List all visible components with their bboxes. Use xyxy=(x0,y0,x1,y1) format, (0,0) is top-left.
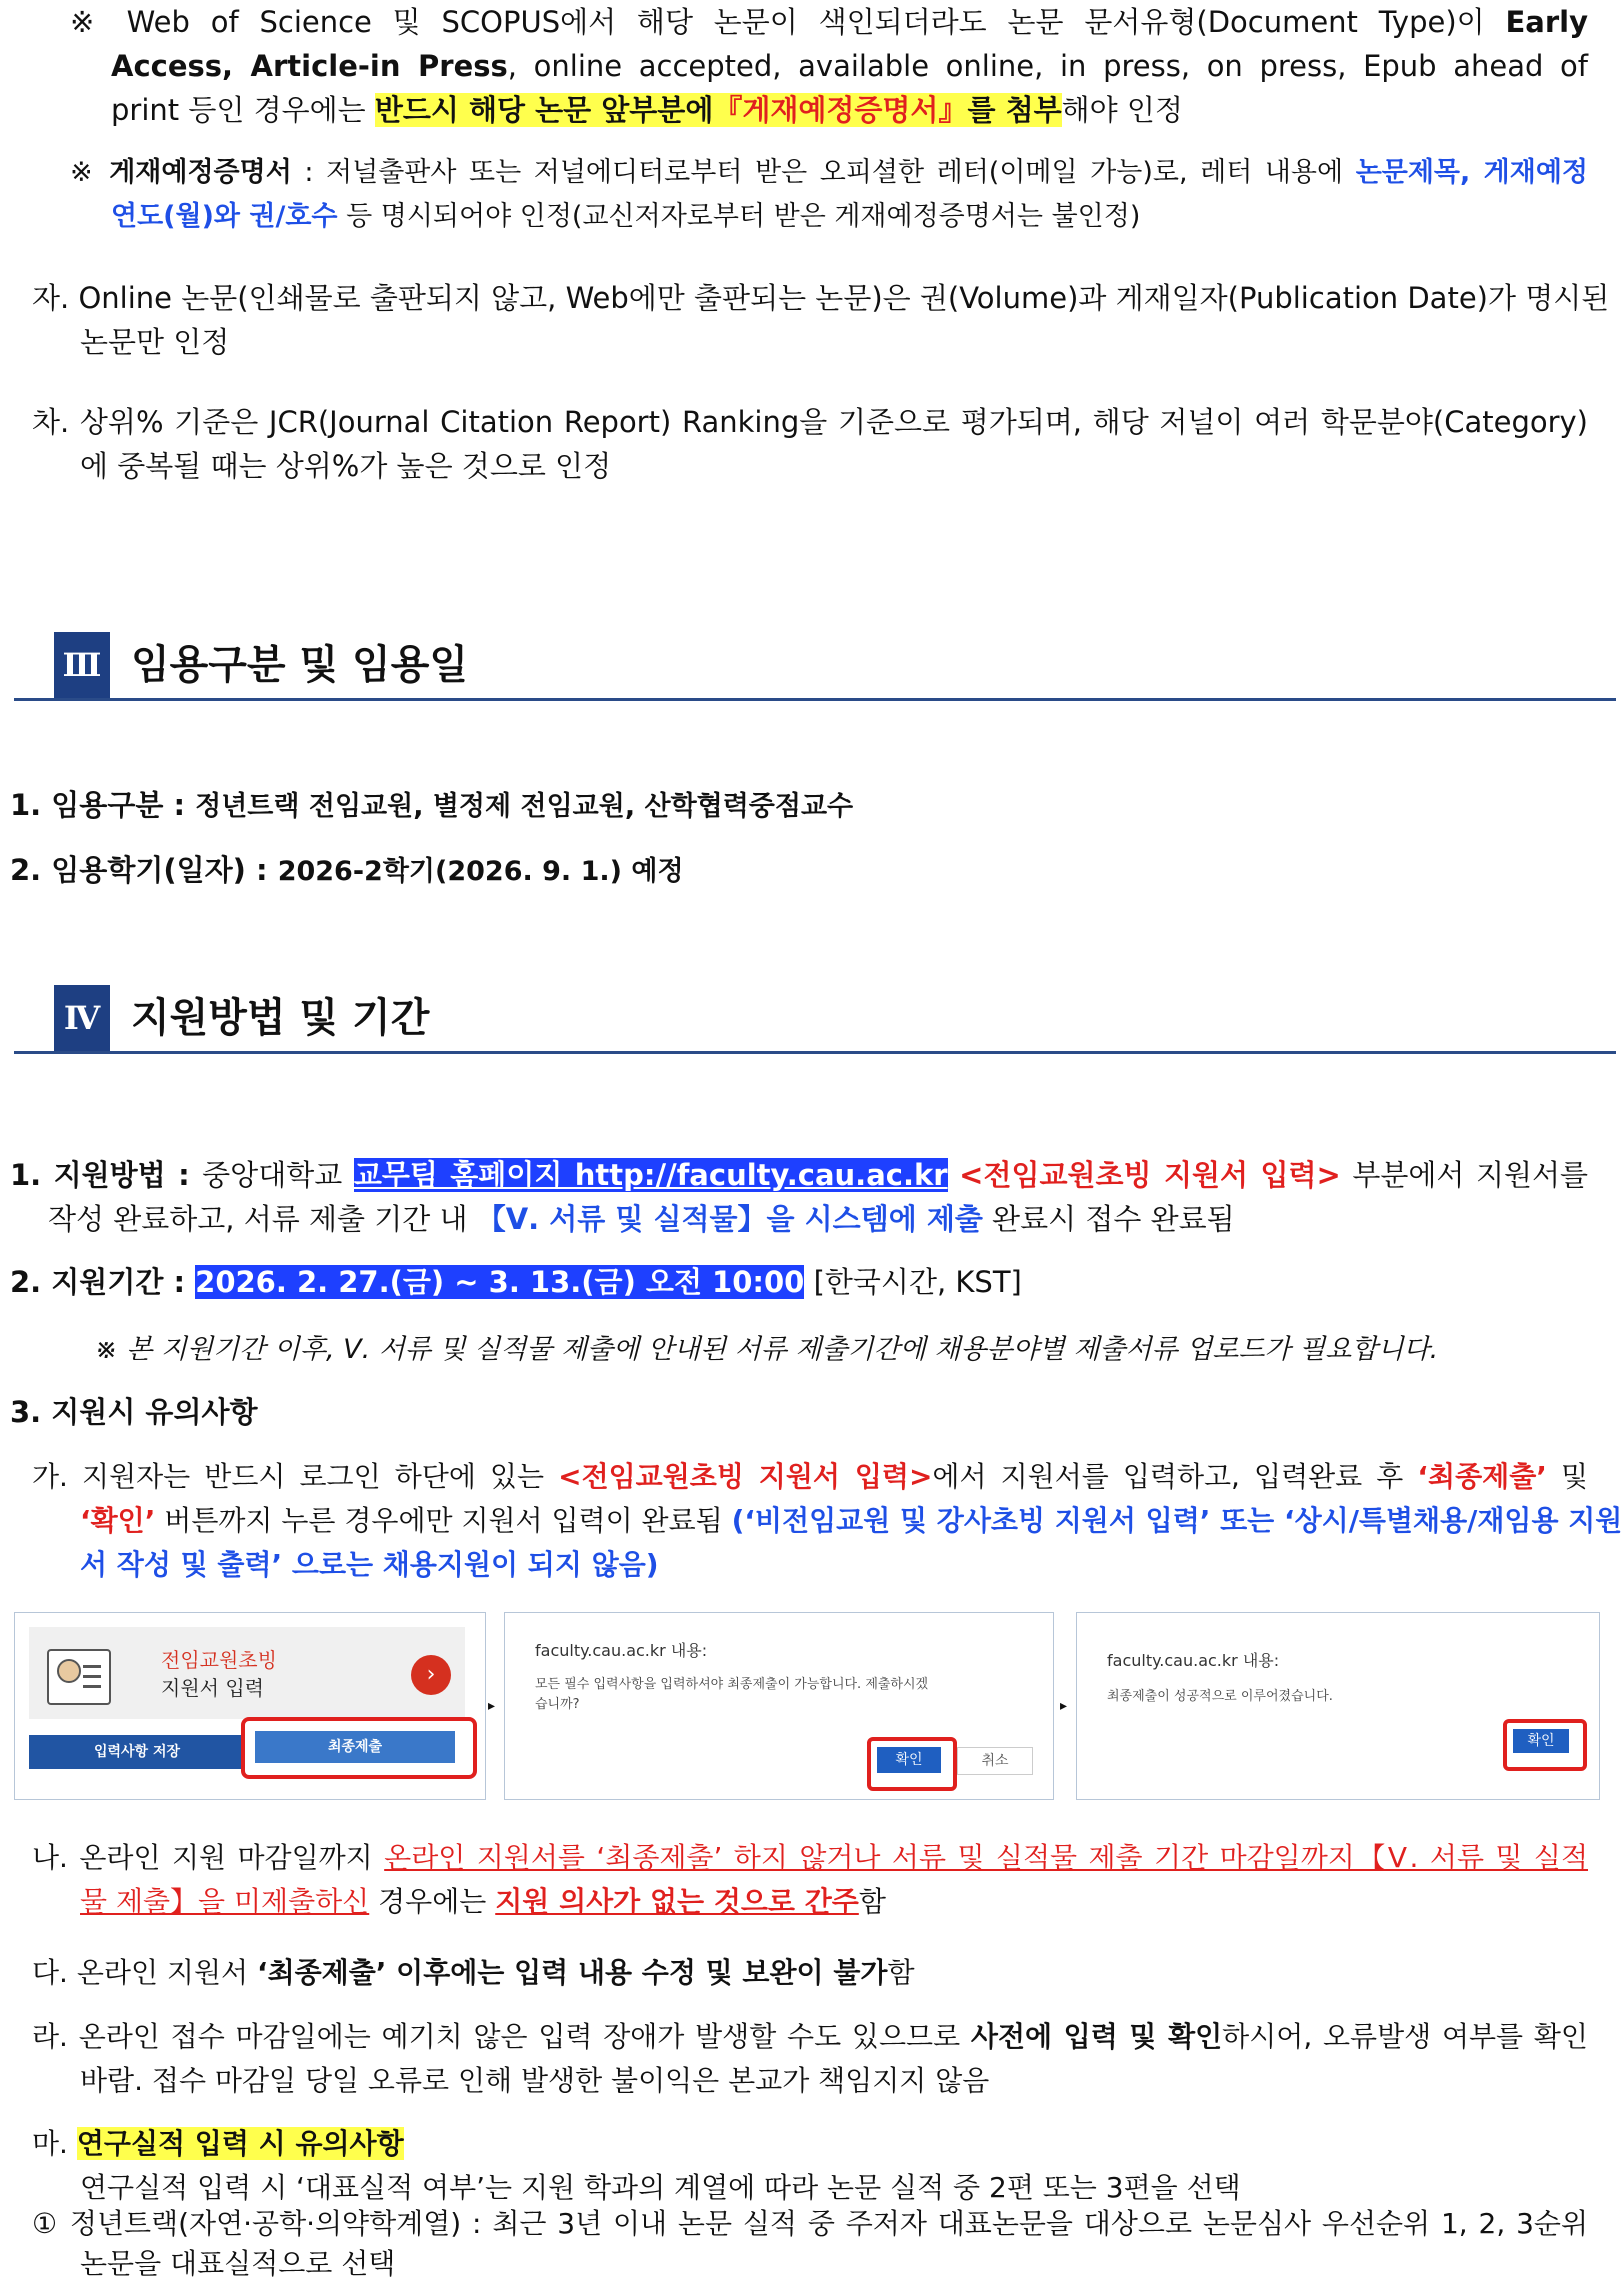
final-submit-button[interactable]: 최종제출 xyxy=(255,1731,455,1763)
chevron-right-icon[interactable]: › xyxy=(411,1655,451,1695)
item-ja: 자. Online 논문(인쇄물로 출판되지 않고, Web에만 출판되는 논문)은 권(Volume)과 게재일자(Publication Date)가 명시된 xyxy=(32,281,1610,315)
dialog-message-line2: 습니까? xyxy=(535,1697,580,1712)
dialog-header: faculty.cau.ac.kr 내용: xyxy=(535,1641,708,1660)
apply-notes-heading: 3. 지원시 유의사항 xyxy=(10,1395,258,1429)
apply-period: 2. 지원기간 : 2026. 2. 27.(금) ~ 3. 13.(금) 오전 10:00 [한국시간, KST] xyxy=(10,1265,1022,1299)
section-header-3 xyxy=(14,632,1616,701)
note-na-line2: 물 제출】을 미제출하신 경우에는 지원 의사가 없는 것으로 간주함 xyxy=(80,1885,886,1918)
note-ga: 가. 지원자는 반드시 로그인 하단에 있는 <전임교원초빙 지원서 입력>에서 지원서를 입력하고, 입력완료 후 ‘최종제출’ 및 xyxy=(32,1460,1589,1493)
item-ja-line2: 논문만 인정 xyxy=(80,325,230,359)
dialog-message: 모든 필수 입력사항을 입력하셔야 최종제출이 가능합니다. 제출하시겠 xyxy=(535,1677,929,1692)
note-web-of-science: ※ Web of Science 및 SCOPUS에서 해당 논문이 색인되더라도 논문 문서유형(Document Type)이 Early xyxy=(70,5,1588,39)
note-ma: 마. 연구실적 입력 시 유의사항 xyxy=(32,2127,404,2160)
apply-method-line2: 작성 완료하고, 서류 제출 기간 내 【Ⅴ. 서류 및 실적물】을 시스템에 제출 완료시 접수 완료됨 xyxy=(48,1202,1235,1236)
section-number-badge: Ⅳ xyxy=(54,985,110,1051)
note-ra-line2: 바람. 접수 마감일 당일 오류로 인해 발생한 불이익은 본교가 책임지지 않음 xyxy=(80,2064,990,2097)
apply-method: 1. 지원방법 : 중앙대학교 교무팀 홈페이지 http://faculty.cau.ac.kr <전임교원초빙 지원서 입력> 부분에서 지원서를 xyxy=(10,1158,1589,1192)
note-ga-line2: ‘확인’ 버튼까지 누른 경우에만 지원서 입력이 완료됨 (‘비전임교원 및 강사초빙 지원서 입력’ 또는 ‘상시/특별채용/재임용 지원 xyxy=(80,1504,1622,1537)
note-web-of-science-line3: print 등인 경우에는 반드시 해당 논문 앞부분에『게재예정증명서』를 첨부해야 인정 xyxy=(111,93,1183,127)
apply-card-subtitle: 지원서 입력 xyxy=(161,1676,264,1700)
note-ma-line2: 연구실적 입력 시 ‘대표실적 여부’는 지원 학과의 계열에 따라 논문 실적 중 2편 또는 3편을 선택 xyxy=(80,2171,1241,2204)
arrow-right-icon: ▸ xyxy=(488,1698,496,1714)
note-da: 다. 온라인 지원서 ‘최종제출’ 이후에는 입력 내용 수정 및 보완이 불가함 xyxy=(32,1956,915,1989)
appointment-type: 1. 임용구분 : 정년트랙 전임교원, 별정제 전임교원, 산학협력중점교수 xyxy=(10,788,854,822)
note-circle-1: ① 정년트랙(자연·공학·의약학계열) : 최근 3년 이내 논문 실적 중 주저자 대표논문을 대상으로 논문심사 우선순위 1, 2, 3순위 xyxy=(32,2207,1588,2240)
screenshot-panel-apply xyxy=(14,1612,486,1800)
faculty-homepage-link[interactable]: 교무팀 홈페이지 http://faculty.cau.ac.kr xyxy=(353,1158,948,1192)
section-title: 지원방법 및 기간 xyxy=(131,995,430,1041)
note-web-of-science-line2: Access, Article-in Press, online accepted, available online, in press, on press, Epub ahead of xyxy=(111,49,1588,83)
note-ga-line3: 서 작성 및 출력’ 으로는 채용지원이 되지 않음) xyxy=(80,1548,659,1581)
section-title: 임용구분 및 임용일 xyxy=(131,642,468,688)
dialog-message: 최종제출이 성공적으로 이루어졌습니다. xyxy=(1107,1689,1333,1704)
applicant-icon xyxy=(47,1649,111,1705)
confirm-button[interactable]: 확인 xyxy=(1513,1729,1569,1753)
apply-card xyxy=(29,1627,465,1719)
dialog-header: faculty.cau.ac.kr 내용: xyxy=(1107,1651,1280,1670)
save-input-button[interactable]: 입력사항 저장 xyxy=(29,1735,245,1769)
item-cha: 차. 상위% 기준은 JCR(Journal Citation Report) Ranking을 기준으로 평가되며, 해당 저널이 여러 학문분야(Category) xyxy=(32,405,1588,439)
arrow-right-icon: ▸ xyxy=(1060,1698,1068,1714)
screenshot-panel-success xyxy=(1076,1612,1600,1800)
apply-period-note: ※ 본 지원기간 이후, Ⅴ. 서류 및 실적물 제출에 안내된 서류 제출기간에 채용분야별 제출서류 업로드가 필요합니다. xyxy=(95,1334,1439,1365)
note-ra: 라. 온라인 접수 마감일에는 예기치 않은 입력 장애가 발생할 수도 있으므로 사전에 입력 및 확인하시어, 오류발생 여부를 확인 xyxy=(32,2020,1588,2053)
note-certificate: ※ 게재예정증명서 : 저널출판사 또는 저널에디터로부터 받은 오피셜한 레터(이메일 가능)로, 레터 내용에 논문제목, 게재예정 xyxy=(70,157,1588,188)
apply-card-title: 전임교원초빙 xyxy=(161,1648,277,1672)
section-number-badge: Ⅲ xyxy=(54,632,110,698)
section-header-4 xyxy=(14,985,1616,1054)
screenshot-panel-confirm xyxy=(504,1612,1054,1800)
note-certificate-line2: 연도(월)와 권/호수 등 명시되어야 인정(교신저자로부터 받은 게재예정증명서는 불인정) xyxy=(111,201,1141,232)
cancel-button[interactable]: 취소 xyxy=(957,1747,1033,1775)
appointment-date: 2. 임용학기(일자) : 2026-2학기(2026. 9. 1.) 예정 xyxy=(10,853,684,887)
note-circle-1-line2: 논문을 대표실적으로 선택 xyxy=(80,2247,396,2280)
item-cha-line2: 에 중복될 때는 상위%가 높은 것으로 인정 xyxy=(80,449,612,483)
note-na: 나. 온라인 지원 마감일까지 온라인 지원서를 ‘최종제출’ 하지 않거나 서류 및 실적물 제출 기간 마감일까지【Ⅴ. 서류 및 실적 xyxy=(32,1841,1589,1874)
confirm-button[interactable]: 확인 xyxy=(877,1747,941,1773)
